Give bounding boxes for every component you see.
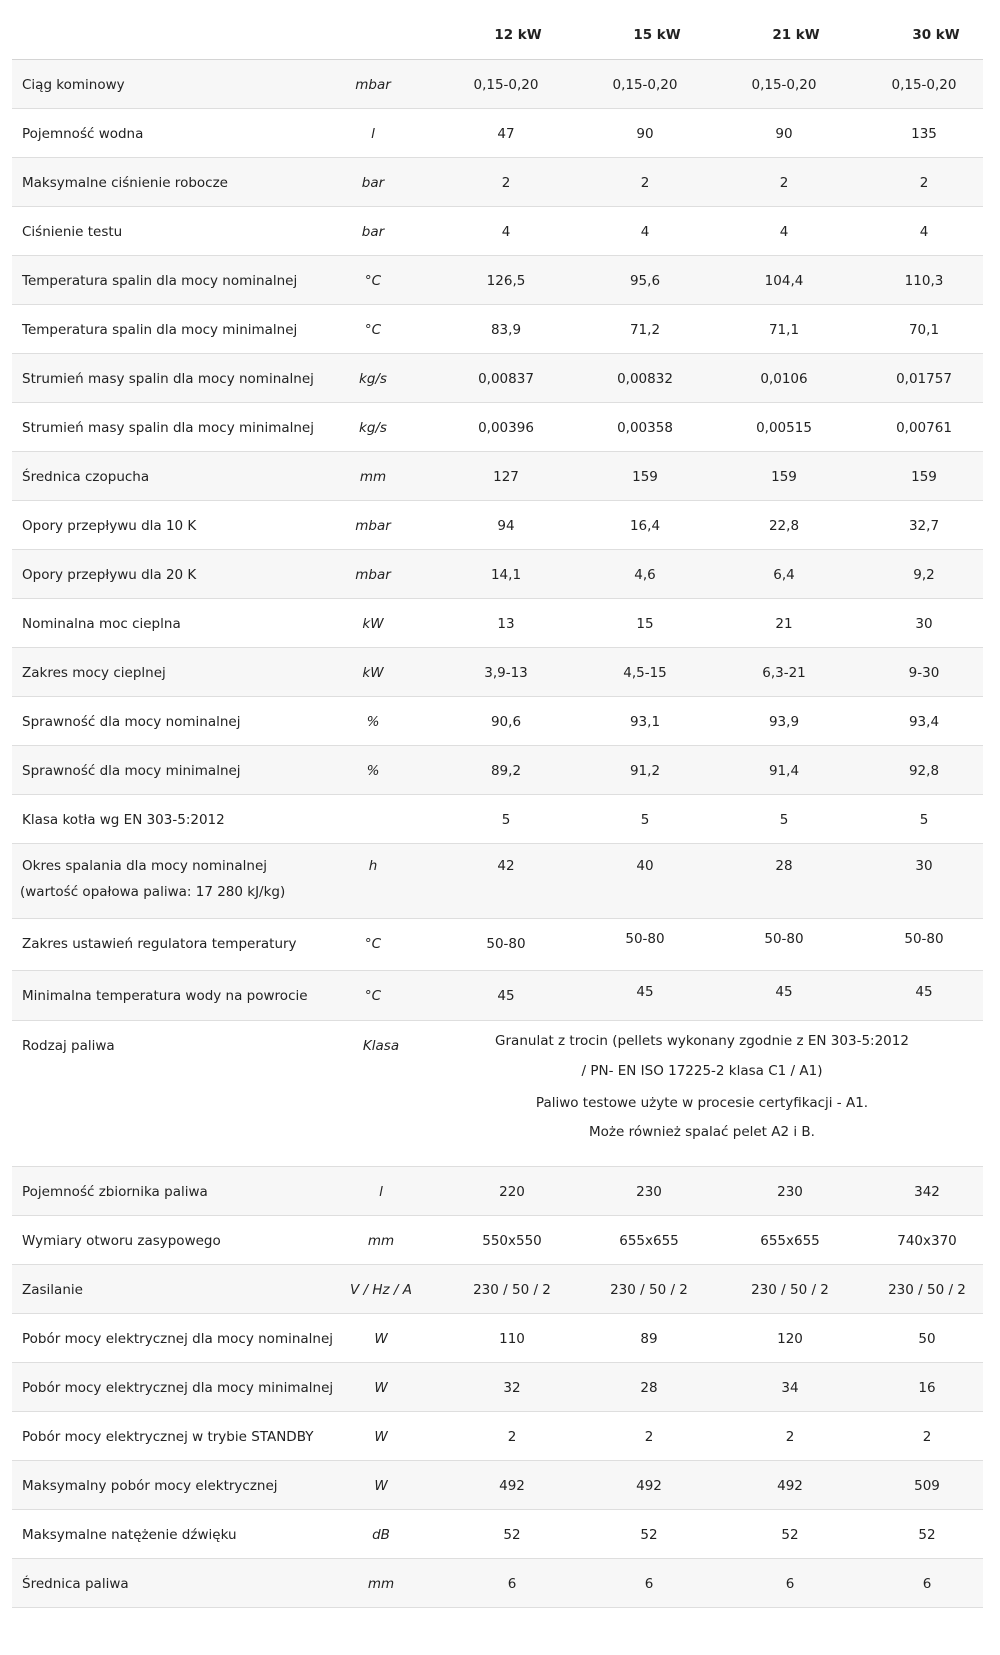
row-value: 9,2: [913, 567, 935, 583]
row-unit: W: [374, 1380, 388, 1396]
row-value: 230: [636, 1184, 662, 1200]
row-value: 2: [922, 1429, 932, 1445]
row-value: 159: [771, 469, 797, 485]
row-label: Klasa kotła wg EN 303-5:2012: [22, 812, 225, 828]
row-label: Średnica paliwa: [22, 1576, 129, 1592]
row-value: 6,3-21: [762, 665, 806, 681]
row-value: 220: [499, 1184, 525, 1200]
row-value: 6: [507, 1576, 517, 1592]
row-unit: %: [366, 763, 380, 779]
row-value: 2: [501, 175, 511, 191]
row-label: Opory przepływu dla 10 K: [22, 518, 197, 534]
row-label: Okres spalania dla mocy nominalnej: [22, 858, 268, 874]
row-label: Rodzaj paliwa: [22, 1038, 115, 1054]
row-value: 110: [499, 1331, 525, 1347]
row-value: 28: [640, 1380, 658, 1396]
row-value: 52: [503, 1527, 521, 1543]
row-value: 47: [497, 126, 515, 142]
table-row: [12, 844, 983, 919]
row-value: 52: [640, 1527, 658, 1543]
table-row: [12, 795, 983, 844]
row-value: 655x655: [619, 1233, 679, 1249]
row-value: 2: [507, 1429, 517, 1445]
row-value: 492: [636, 1478, 662, 1494]
row-unit: °C: [364, 273, 382, 289]
row-value: 50-80: [904, 931, 944, 947]
row-value: 159: [632, 469, 658, 485]
row-label: Nominalna moc cieplna: [22, 616, 181, 632]
row-value: 6,4: [773, 567, 795, 583]
row-value: 230: [777, 1184, 803, 1200]
fuel-description: [462, 1033, 942, 1153]
row-value: 5: [640, 812, 650, 828]
row-value: 0,00515: [756, 420, 812, 436]
row-label: Pojemność zbiornika paliwa: [22, 1184, 208, 1200]
row-label: Pobór mocy elektrycznej w trybie STANDBY: [22, 1429, 314, 1445]
table-row: [12, 1216, 983, 1265]
table-row: [12, 1167, 983, 1216]
row-label: Pobór mocy elektrycznej dla mocy nominalnej: [22, 1331, 334, 1347]
row-label: Sprawność dla mocy minimalnej: [22, 763, 241, 779]
row-unit: mm: [367, 1233, 395, 1249]
row-value: 0,00358: [617, 420, 673, 436]
row-value: 14,1: [490, 567, 522, 583]
row-label: Opory przepływu dla 20 K: [22, 567, 197, 583]
row-label: Wymiary otworu zasypowego: [22, 1233, 221, 1249]
row-value: 3,9-13: [484, 665, 528, 681]
row-unit: kW: [362, 616, 384, 632]
row-value: 4: [919, 224, 929, 240]
row-value: 5: [779, 812, 789, 828]
row-value: 50: [918, 1331, 936, 1347]
row-label: Temperatura spalin dla mocy minimalnej: [22, 322, 298, 338]
row-value: 0,00761: [896, 420, 952, 436]
table-row: [12, 207, 983, 256]
row-value: 93,9: [768, 714, 800, 730]
row-value: 30: [915, 858, 933, 874]
row-value: 0,15-0,20: [751, 77, 817, 93]
row-value: 6: [785, 1576, 795, 1592]
row-value: 89: [640, 1331, 658, 1347]
row-value: 90: [636, 126, 654, 142]
row-label-note: (wartość opałowa paliwa: 17 280 kJ/kg): [20, 884, 286, 900]
row-value: 550x550: [482, 1233, 542, 1249]
table-row: [12, 305, 983, 354]
row-value: 6: [922, 1576, 932, 1592]
row-unit: dB: [372, 1527, 390, 1543]
row-value: 230 / 50 / 2: [610, 1282, 688, 1298]
table-row: [12, 403, 983, 452]
row-value: 4: [640, 224, 650, 240]
row-label: Ciąg kominowy: [22, 77, 125, 93]
row-value: 15: [636, 616, 654, 632]
table-row: [12, 354, 983, 403]
row-value: 71,2: [629, 322, 661, 338]
row-unit: h: [368, 858, 378, 874]
row-value: 13: [497, 616, 515, 632]
row-value: 4: [779, 224, 789, 240]
row-value: 30: [915, 616, 933, 632]
row-label: Zakres ustawień regulatora temperatury: [22, 936, 297, 952]
row-value: 126,5: [486, 273, 526, 289]
row-unit: bar: [361, 224, 385, 240]
row-label: Zasilanie: [22, 1282, 83, 1298]
row-value: 135: [911, 126, 937, 142]
row-unit: mbar: [355, 77, 391, 93]
row-value: 83,9: [490, 322, 522, 338]
row-label: Ciśnienie testu: [22, 224, 123, 240]
row-value: 0,15-0,20: [612, 77, 678, 93]
row-value: 70,1: [908, 322, 940, 338]
row-value: 94: [497, 518, 515, 534]
table-row: [12, 919, 983, 971]
row-label: Maksymalne natężenie dźwięku: [22, 1527, 237, 1543]
column-header-21kw: 21 kW: [772, 27, 820, 43]
row-value: 2: [644, 1429, 654, 1445]
row-value: 230 / 50 / 2: [751, 1282, 829, 1298]
row-value: 50-80: [764, 931, 804, 947]
table-row: [12, 1363, 983, 1412]
row-value: 91,2: [629, 763, 661, 779]
row-value: 40: [636, 858, 654, 874]
row-value: 127: [493, 469, 519, 485]
row-value: 52: [781, 1527, 799, 1543]
row-value: 21: [775, 616, 793, 632]
row-value: 230 / 50 / 2: [888, 1282, 966, 1298]
row-value: 4,6: [634, 567, 656, 583]
column-header-30kw: 30 kW: [912, 27, 960, 43]
row-value: 42: [497, 858, 515, 874]
row-unit: kW: [362, 665, 384, 681]
row-value: 32: [503, 1380, 521, 1396]
row-value: 0,00837: [478, 371, 534, 387]
row-value: 32,7: [908, 518, 940, 534]
row-value: 4: [501, 224, 511, 240]
row-unit: l: [371, 126, 375, 142]
row-unit: °C: [364, 936, 382, 952]
row-value: 5: [919, 812, 929, 828]
row-value: 93,1: [629, 714, 661, 730]
row-label: Temperatura spalin dla mocy nominalnej: [22, 273, 298, 289]
table-row: [12, 1461, 983, 1510]
row-value: 93,4: [908, 714, 940, 730]
row-value: 45: [497, 988, 515, 1004]
row-value: 50-80: [486, 936, 526, 952]
row-value: 2: [919, 175, 929, 191]
row-unit: W: [374, 1331, 388, 1347]
row-value: 492: [777, 1478, 803, 1494]
table-row: [12, 1412, 983, 1461]
table-row: [12, 746, 983, 795]
row-value: 50-80: [625, 931, 665, 947]
row-value: 509: [914, 1478, 940, 1494]
row-unit: Klasa: [362, 1038, 400, 1054]
row-value: 0,15-0,20: [891, 77, 957, 93]
row-value: 0,01757: [896, 371, 952, 387]
row-value: 16,4: [629, 518, 661, 534]
table-row: [12, 648, 983, 697]
row-label: Pobór mocy elektrycznej dla mocy minimalnej: [22, 1380, 334, 1396]
table-row: [12, 550, 983, 599]
row-value: 52: [918, 1527, 936, 1543]
row-value: 4,5-15: [623, 665, 667, 681]
row-value: 120: [777, 1331, 803, 1347]
row-value: 5: [501, 812, 511, 828]
row-value: 89,2: [490, 763, 522, 779]
row-value: 92,8: [908, 763, 940, 779]
row-unit: mm: [367, 1576, 395, 1592]
row-value: 2: [640, 175, 650, 191]
table-row: [12, 109, 983, 158]
fuel-description-line: / PN- EN ISO 17225-2 klasa C1 / A1): [581, 1063, 823, 1079]
fuel-description-line: Granulat z trocin (pellets wykonany zgodnie z EN 303-5:2012: [495, 1033, 909, 1049]
row-unit: mbar: [355, 567, 391, 583]
row-label: Strumień masy spalin dla mocy nominalnej: [22, 371, 314, 387]
row-value: 0,00396: [478, 420, 534, 436]
row-label: Zakres mocy cieplnej: [22, 665, 166, 681]
table-row: [12, 452, 983, 501]
column-header-15kw: 15 kW: [633, 27, 681, 43]
row-unit: W: [374, 1429, 388, 1445]
table-row: [12, 1265, 983, 1314]
row-label: Maksymalny pobór mocy elektrycznej: [22, 1478, 278, 1494]
row-value: 16: [918, 1380, 936, 1396]
table-row: [12, 971, 983, 1021]
row-value: 0,0106: [760, 371, 808, 387]
row-unit: mbar: [355, 518, 391, 534]
table-row: [12, 501, 983, 550]
row-unit: kg/s: [359, 420, 387, 436]
row-value: 104,4: [764, 273, 804, 289]
row-unit: W: [374, 1478, 388, 1494]
row-value: 0,00832: [617, 371, 673, 387]
row-value: 110,3: [904, 273, 944, 289]
row-value: 45: [915, 984, 933, 1000]
row-label: Strumień masy spalin dla mocy minimalnej: [22, 420, 314, 436]
column-header-12kw: 12 kW: [494, 27, 542, 43]
row-value: 22,8: [768, 518, 800, 534]
row-value: 342: [914, 1184, 940, 1200]
row-value: 492: [499, 1478, 525, 1494]
spec-table: [12, 0, 983, 1608]
table-row: [12, 697, 983, 746]
row-label: Maksymalne ciśnienie robocze: [22, 175, 228, 191]
row-value: 2: [785, 1429, 795, 1445]
table-row: [12, 256, 983, 305]
row-value: 71,1: [768, 322, 800, 338]
row-value: 0,15-0,20: [473, 77, 539, 93]
row-value: 6: [644, 1576, 654, 1592]
fuel-description-line: Może również spalać pelet A2 i B.: [589, 1124, 815, 1140]
row-unit: °C: [364, 322, 382, 338]
row-label: Pojemność wodna: [22, 126, 144, 142]
table-row: [12, 1510, 983, 1559]
table-row: [12, 60, 983, 109]
row-value: 90,6: [490, 714, 522, 730]
row-unit: bar: [361, 175, 385, 191]
table-row: [12, 599, 983, 648]
table-row: [12, 1559, 983, 1608]
table-row: [12, 158, 983, 207]
row-label: Średnica czopucha: [22, 469, 150, 485]
row-value: 45: [775, 984, 793, 1000]
row-unit: %: [366, 714, 380, 730]
row-value: 230 / 50 / 2: [473, 1282, 551, 1298]
row-value: 95,6: [629, 273, 661, 289]
row-unit: kg/s: [359, 371, 387, 387]
row-value: 90: [775, 126, 793, 142]
row-unit: mm: [359, 469, 387, 485]
row-value: 2: [779, 175, 789, 191]
row-value: 45: [636, 984, 654, 1000]
row-unit: V / Hz / A: [350, 1282, 412, 1298]
table-header: [12, 0, 983, 60]
row-value: 655x655: [760, 1233, 820, 1249]
row-value: 34: [781, 1380, 799, 1396]
row-label: Sprawność dla mocy nominalnej: [22, 714, 241, 730]
row-value: 9-30: [908, 665, 940, 681]
row-unit: °C: [364, 988, 382, 1004]
row-unit: l: [379, 1184, 383, 1200]
row-value: 28: [775, 858, 793, 874]
row-value: 159: [911, 469, 937, 485]
table-row: [12, 1021, 983, 1167]
table-row: [12, 1314, 983, 1363]
row-value: 740x370: [897, 1233, 957, 1249]
fuel-description-line: Paliwo testowe użyte w procesie certyfikacji - A1.: [535, 1095, 869, 1111]
row-label: Minimalna temperatura wody na powrocie: [22, 988, 308, 1004]
row-value: 91,4: [768, 763, 800, 779]
